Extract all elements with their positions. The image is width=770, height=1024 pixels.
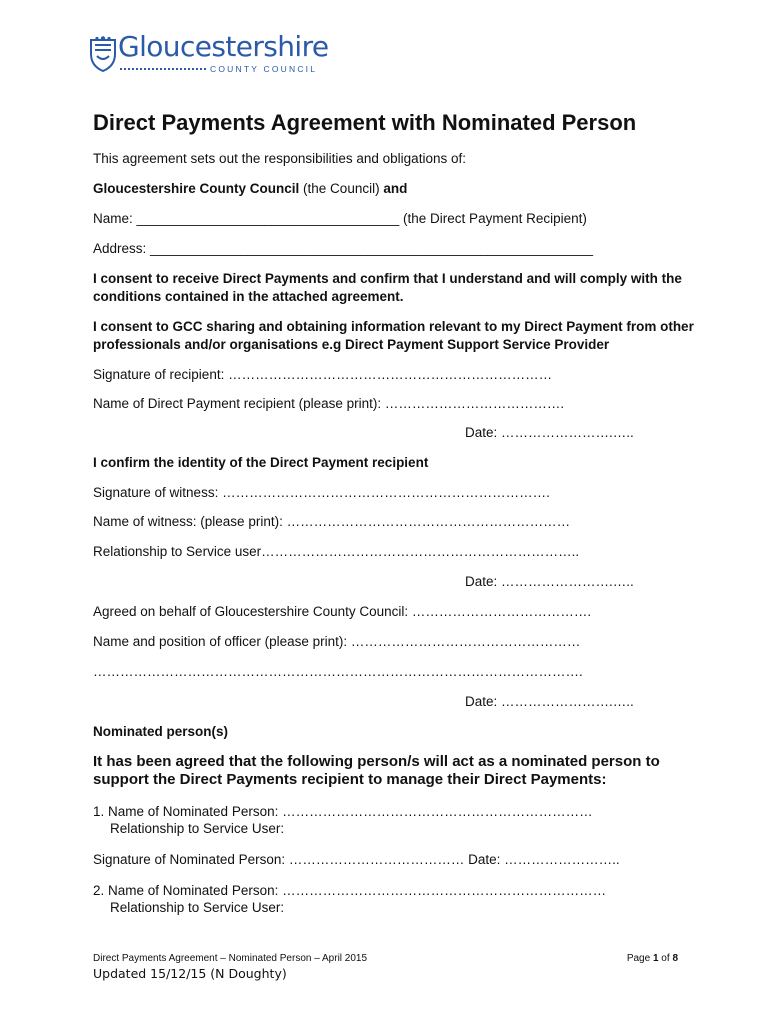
- nominee-signature-field: Signature of Nominated Person: ………………………………… Date: ……………………..: [93, 852, 620, 867]
- page-current: 1: [652, 953, 659, 964]
- council-logo: [88, 30, 329, 76]
- consent-statement-1: I consent to receive Direct Payments and confirm that I understand and will comply with the conditions contained in the attached agreement.: [93, 271, 682, 304]
- officer-name-field: Name and position of officer (please print): ……………………………………………: [93, 634, 581, 649]
- nominated-agreement-statement: It has been agreed that the following person/s will act as a nominated person to support the Direct Payments recipient to manage their Direct Payments:: [93, 753, 660, 788]
- footer-document-reference: Direct Payments Agreement – Nominated Person – April 2015: [93, 953, 368, 964]
- recipient-print-name-field: Name of Direct Payment recipient (please print): ………………………………….: [93, 396, 565, 411]
- logo-wordmark: Gloucestershire: [118, 30, 329, 63]
- document-title: Direct Payments Agreement with Nominated Person: [93, 110, 637, 135]
- confirm-identity-heading: I confirm the identity of the Direct Payment recipient: [93, 455, 429, 470]
- nominee-2-name-field: 2. Name of Nominated Person: ………………………………………………………………: [93, 883, 607, 898]
- nominee-1-name-field: 1. Name of Nominated Person: ……………………………………………………………: [93, 804, 593, 819]
- page-of: of: [658, 953, 673, 964]
- recipient-signature-field: Signature of recipient: ………………………………………………………………: [93, 367, 553, 382]
- council-party-suffix: (the Council): [299, 181, 384, 196]
- intro-text: This agreement sets out the responsibilities and obligations of:: [93, 151, 466, 166]
- witness-date-field: Date: …………………….…..: [465, 574, 634, 589]
- county-crest-icon: [88, 36, 118, 72]
- council-party-name: Gloucestershire County Council: [93, 181, 300, 196]
- recipient-address-field: Address: ___________________________________________________________: [93, 241, 594, 256]
- page-total: 8: [672, 953, 678, 964]
- logo-subtitle: COUNTY COUNCIL: [210, 64, 318, 74]
- updated-note: Updated 15/12/15 (N Doughty): [93, 966, 287, 981]
- recipient-date-field: Date: …………………….…..: [465, 425, 634, 440]
- page-prefix: Page: [626, 953, 653, 964]
- logo-divider: [120, 68, 206, 72]
- parties-line: [93, 181, 407, 196]
- witness-relationship-field: Relationship to Service user……………………………………………………………..: [93, 544, 580, 559]
- witness-signature-field: Signature of witness: ……………………………………………………………….: [93, 485, 550, 500]
- council-agreement-field: Agreed on behalf of Gloucestershire County Council: ………………………………….: [93, 604, 592, 619]
- nominee-2-relationship-field: Relationship to Service User:: [110, 900, 285, 915]
- officer-continuation-line: ……………………………………………………………………………………………….: [93, 664, 583, 679]
- page-number: [627, 953, 678, 964]
- nominee-1-relationship-field: Relationship to Service User:: [110, 821, 285, 836]
- witness-name-field: Name of witness: (please print): ………………………………………………………: [93, 514, 571, 529]
- recipient-name-field: Name: ___________________________________ (the Direct Payment Recipient): [93, 211, 587, 226]
- nominated-persons-heading: Nominated person(s): [93, 724, 229, 739]
- officer-date-field: Date: …………………….…..: [465, 694, 634, 709]
- consent-statement-2: I consent to GCC sharing and obtaining information relevant to my Direct Payment from other professionals and/or organisations e.g Direct Payment Support Service Provider: [93, 319, 694, 352]
- party-and: and: [383, 181, 408, 196]
